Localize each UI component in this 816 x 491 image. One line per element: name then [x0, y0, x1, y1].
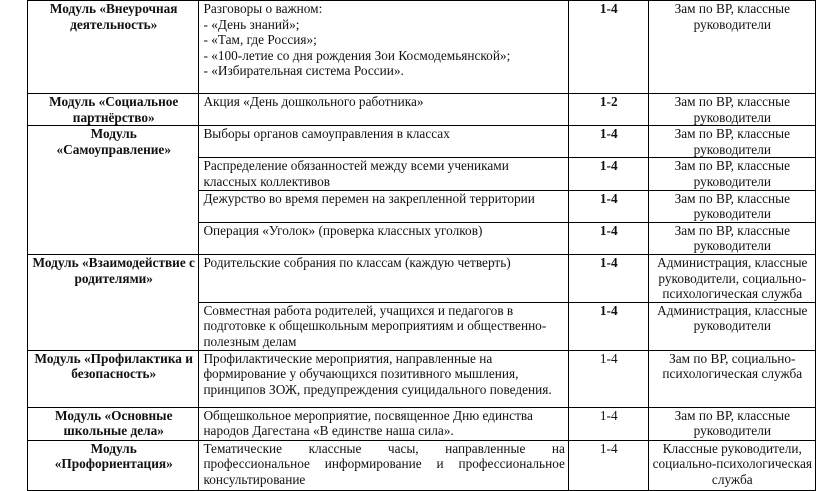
responsible-line: Администрация, классные: [657, 254, 808, 270]
activity-line: Распределение обязанностей между всеми учениками: [203, 158, 509, 174]
responsible-cell: [648, 158, 815, 190]
responsible-cell: [648, 1, 815, 94]
responsible-line: служба: [711, 471, 753, 487]
activity-cell: [199, 1, 569, 94]
activity-line: Дежурство во время перемен на закрепленной территории: [203, 190, 535, 206]
module-name-line: Модуль «Профориентация»: [54, 440, 173, 472]
plan-document: [27, 0, 816, 491]
responsible-line: руководители: [693, 206, 771, 222]
term-cell: 1-4: [568, 1, 648, 94]
term-cell: 1-4: [568, 440, 648, 490]
module-name-line: Модуль «Социальное: [49, 94, 179, 109]
responsible-line: руководители: [693, 109, 771, 125]
activity-line: - «Там, где Россия»;: [203, 32, 317, 48]
responsible-cell: [648, 222, 815, 254]
term-cell: 1-4: [568, 254, 648, 302]
table-row: [28, 1, 816, 94]
responsible-line: социально-психологическая: [652, 456, 812, 472]
term-cell: 1-4: [568, 222, 648, 254]
activity-cell: [199, 254, 569, 302]
module-cell: [28, 350, 199, 407]
module-name-line: Модуль «Взаимодействие с: [32, 254, 195, 270]
activity-cell: [199, 407, 569, 440]
module-name-line: Модуль «Основные: [54, 407, 173, 423]
module-cell: [28, 94, 199, 126]
activity-line: принципов ЗОЖ, предупреждения суицидального поведения.: [203, 381, 552, 397]
responsible-cell: [648, 407, 815, 440]
activity-line: Акция «День дошкольного работника»: [203, 94, 424, 109]
activity-line: формирование у обучающихся позитивного мышления,: [203, 366, 519, 382]
module-name-line: партнёрство»: [72, 109, 155, 125]
responsible-line: руководители: [693, 173, 771, 189]
table-row: [28, 254, 816, 302]
activity-plan-table: [27, 0, 816, 491]
table-row: [28, 94, 816, 126]
term-cell: 1-4: [568, 190, 648, 222]
activity-line: консультирование: [203, 471, 306, 487]
term-cell: 1-4: [568, 407, 648, 440]
activity-line: Совместная работа родителей, учащихся и педагогов в: [203, 302, 514, 318]
activity-cell: [199, 126, 569, 158]
module-name-line: безопасность»: [71, 366, 157, 382]
activity-line: Разговоры о важном:: [203, 1, 323, 16]
module-cell: [28, 407, 199, 440]
activity-cell: [199, 302, 569, 350]
responsible-line: руководители: [693, 16, 771, 32]
responsible-line: Зам по ВР, социально-: [669, 350, 796, 366]
activity-cell: [199, 94, 569, 126]
responsible-line: Зам по ВР, классные: [674, 222, 790, 238]
responsible-line: руководители: [693, 141, 771, 157]
module-cell: [28, 126, 199, 255]
responsible-line: руководители: [693, 238, 771, 254]
responsible-cell: [648, 350, 815, 407]
responsible-cell: [648, 126, 815, 158]
activity-line: Профилактические мероприятия, направленные на: [203, 350, 493, 366]
table-row: [28, 126, 816, 158]
responsible-cell: [648, 302, 815, 350]
module-cell: [28, 254, 199, 350]
activity-line: подготовке к общешкольным мероприятиям и общественно-: [203, 318, 547, 334]
module-name-line: деятельность»: [70, 16, 158, 32]
activity-cell: [199, 222, 569, 254]
term-cell: 1-2: [568, 94, 648, 126]
activity-line: Операция «Уголок» (проверка классных уголков): [203, 222, 483, 238]
activity-line: - «Избирательная система России».: [203, 63, 404, 79]
module-name-line: Модуль «Внеурочная: [49, 1, 178, 16]
responsible-line: руководители: [693, 318, 771, 334]
responsible-line: психологическая служба: [662, 286, 803, 302]
responsible-line: психологическая служба: [662, 366, 803, 382]
module-name-line: Модуль «Профилактика и: [34, 350, 193, 366]
responsible-line: руководители, социально-: [658, 270, 807, 286]
responsible-line: Зам по ВР, классные: [674, 190, 790, 206]
module-cell: [28, 1, 199, 94]
responsible-line: Зам по ВР, классные: [674, 407, 790, 423]
activity-line: Общешкольное мероприятие, посвященное Дню единства: [203, 407, 533, 423]
module-name-line: родителями»: [74, 270, 153, 286]
term-cell: 1-4: [568, 126, 648, 158]
responsible-line: Зам по ВР, классные: [674, 158, 790, 174]
activity-line: - «100-летие со дня рождения Зои Космодемьянской»;: [203, 47, 511, 63]
table-row: [28, 350, 816, 407]
term-cell: 1-4: [568, 302, 648, 350]
responsible-line: Зам по ВР, классные: [674, 1, 790, 16]
responsible-line: Зам по ВР, классные: [674, 126, 790, 142]
activity-line: полезным делам: [203, 333, 297, 349]
activity-line: Тематические классные часы, направленные на: [203, 440, 565, 456]
term-cell: 1-4: [568, 158, 648, 190]
responsible-cell: [648, 94, 815, 126]
activity-cell: [199, 350, 569, 407]
responsible-line: руководители: [693, 423, 771, 439]
responsible-cell: [648, 254, 815, 302]
activity-cell: [199, 190, 569, 222]
module-name-line: Модуль «Самоуправление»: [56, 126, 171, 157]
responsible-line: Администрация, классные: [657, 302, 808, 318]
table-row: [28, 407, 816, 440]
responsible-line: Зам по ВР, классные: [674, 94, 790, 109]
responsible-line: Классные руководители,: [662, 440, 802, 456]
activity-cell: [199, 158, 569, 190]
activity-line: Родительские собрания по классам (каждую четверть): [203, 254, 511, 270]
activity-line: народов Дагестана «В единстве наша сила».: [203, 423, 454, 439]
module-name-line: школьные дела»: [63, 423, 164, 439]
responsible-cell: [648, 190, 815, 222]
term-cell: 1-4: [568, 350, 648, 407]
activity-line: классных коллективов: [203, 173, 331, 189]
activity-line: - «День знаний»;: [203, 16, 300, 32]
activity-line: профессиональное информирование и профессиональное: [203, 456, 565, 472]
activity-line: Выборы органов самоуправления в классах: [203, 126, 450, 142]
